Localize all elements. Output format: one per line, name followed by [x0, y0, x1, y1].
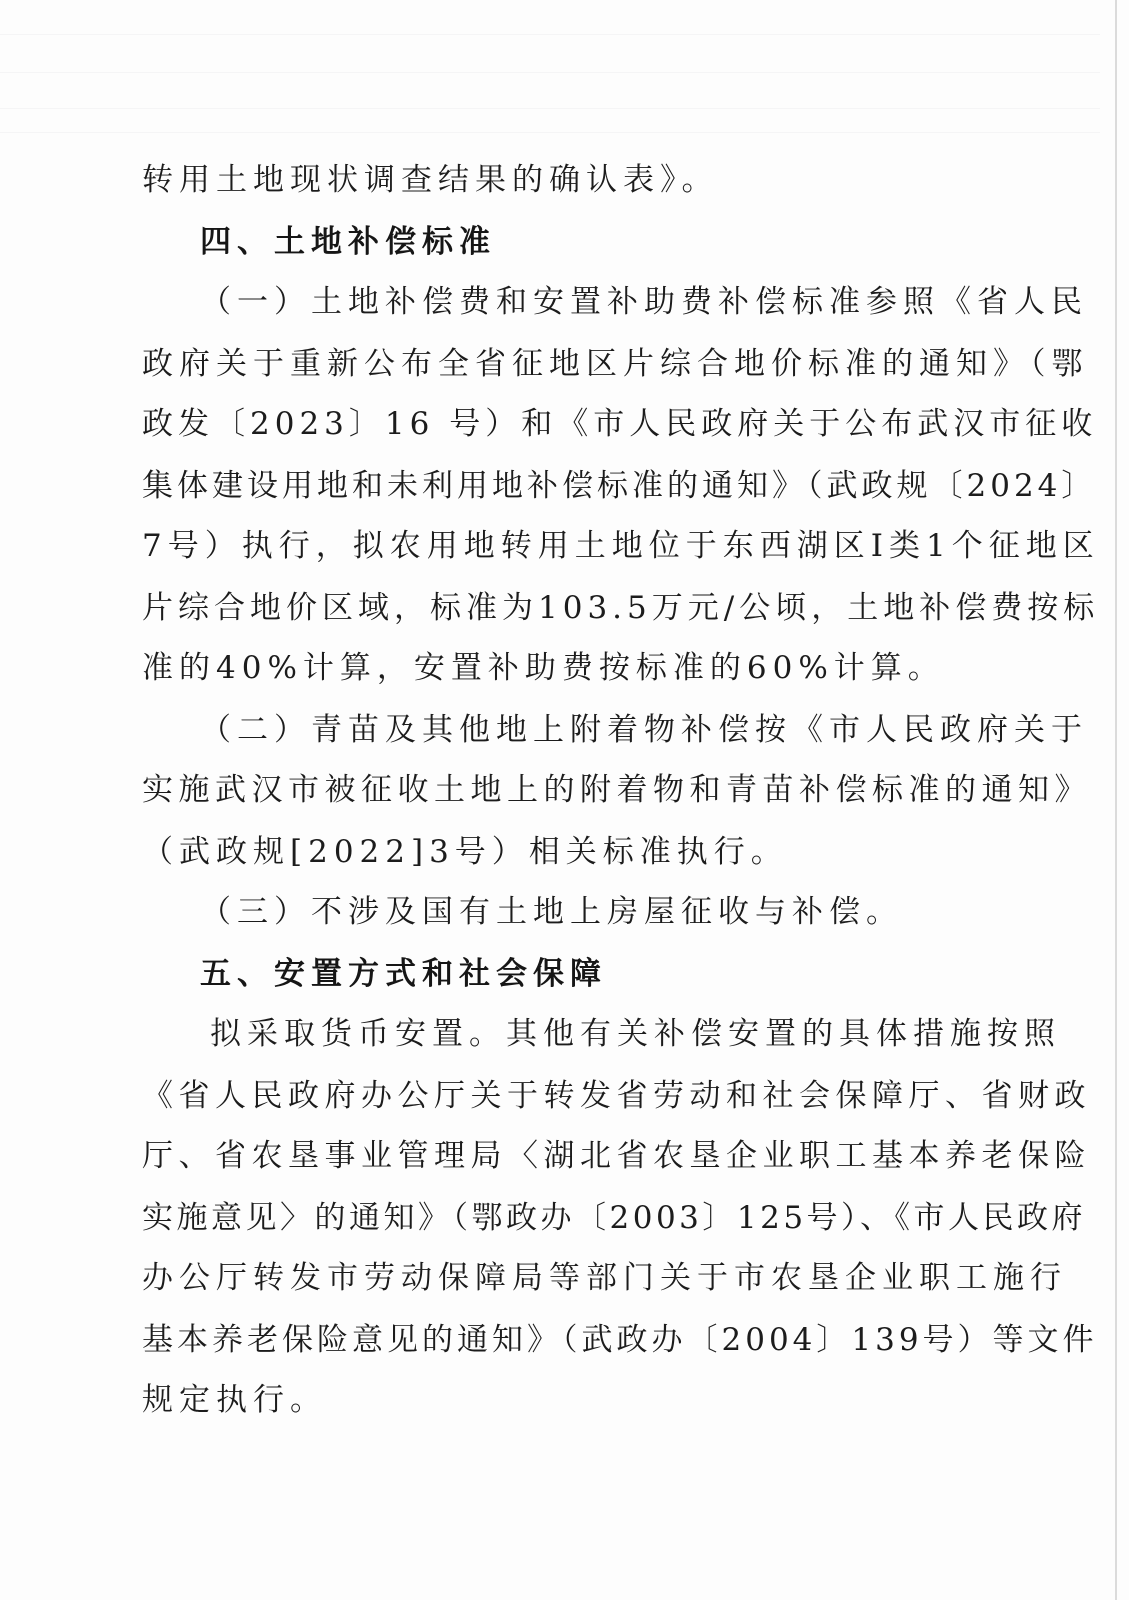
- page-edge: [1115, 0, 1117, 1600]
- body-line: 片综合地价区域，标准为103.5万元/公顷，土地补偿费按标: [142, 590, 1100, 626]
- body-line: 集体建设用地和未利用地补偿标准的通知》（武政规〔2024〕: [142, 468, 1097, 504]
- body-line: 准的40%计算，安置补助费按标准的60%计算。: [142, 650, 945, 686]
- body-line: 拟采取货币安置。其他有关补偿安置的具体措施按照: [210, 1016, 1061, 1052]
- body-line: 实施武汉市被征收土地上的附着物和青苗补偿标准的通知》: [142, 772, 1091, 808]
- section-heading: 五、安置方式和社会保障: [200, 956, 607, 992]
- body-line: 厅、省农垦事业管理局〈湖北省农垦企业职工基本养老保险: [142, 1138, 1091, 1174]
- body-line: 政府关于重新公布全省征地区片综合地价标准的通知》（鄂: [142, 346, 1089, 382]
- scan-artifact: [0, 132, 1100, 133]
- body-line: 办公厅转发市劳动保障局等部门关于市农垦企业职工施行: [142, 1260, 1067, 1296]
- body-line: 《省人民政府办公厅关于转发省劳动和社会保障厅、省财政: [142, 1078, 1091, 1114]
- section-heading: 四、土地补偿标准: [200, 224, 496, 260]
- scan-artifact: [0, 108, 1100, 109]
- scan-artifact: [0, 72, 1100, 73]
- body-line: 转用土地现状调查结果的确认表》。: [142, 162, 719, 198]
- body-line: （一）土地补偿费和安置补助费补偿标准参照《省人民: [200, 284, 1088, 320]
- body-line: 政发〔2023〕16 号）和《市人民政府关于公布武汉市征收: [142, 406, 1098, 442]
- body-line: （二）青苗及其他地上附着物补偿按《市人民政府关于: [200, 712, 1088, 748]
- body-line: 7号）执行，拟农用地转用土地位于东西湖区Ⅰ类1个征地区: [142, 528, 1100, 564]
- body-line: 基本养老保险意见的通知》（武政办〔2004〕139号）等文件: [142, 1322, 1098, 1358]
- body-line: 规定执行。: [142, 1382, 327, 1418]
- body-line: 实施意见〉的通知》（鄂政办〔2003〕125号）、《市人民政府: [142, 1200, 1087, 1236]
- body-line: （武政规[2022]3号）相关标准执行。: [142, 834, 788, 870]
- scan-artifact: [0, 34, 1100, 35]
- body-line: （三）不涉及国有土地上房屋征收与补偿。: [200, 894, 903, 930]
